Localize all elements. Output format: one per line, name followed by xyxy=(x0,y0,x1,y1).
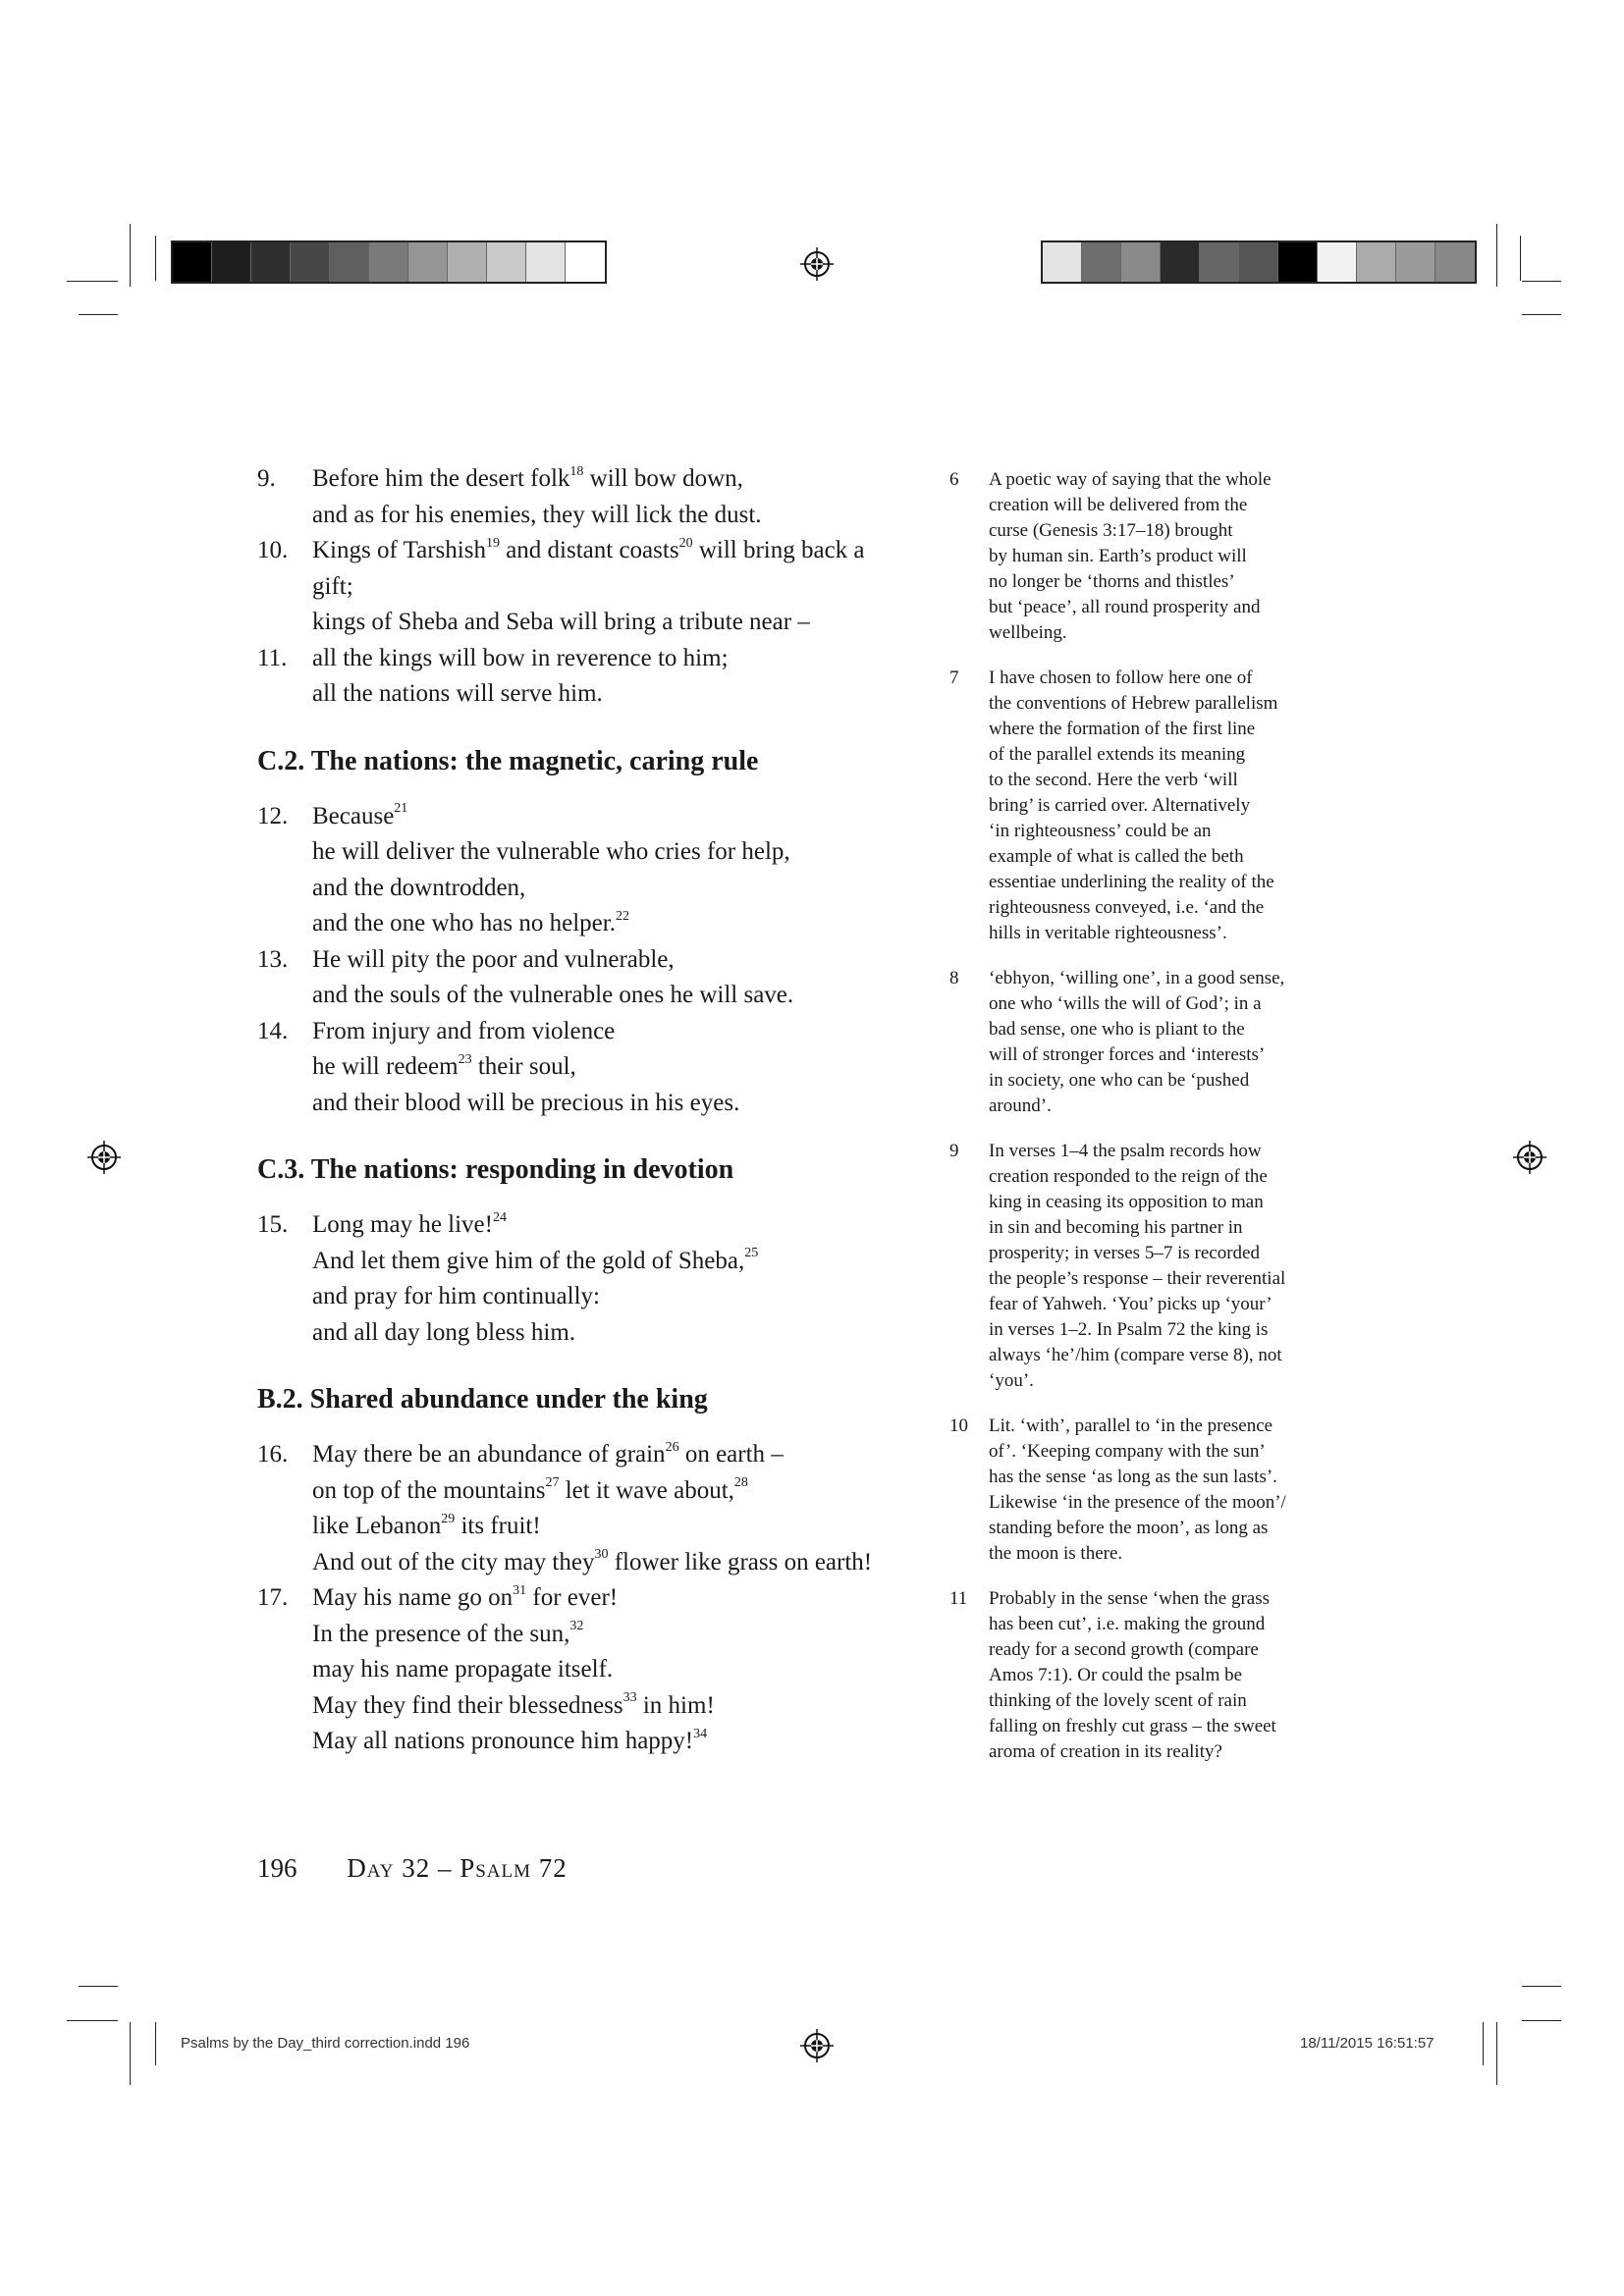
footnote-ref: 18 xyxy=(569,463,584,479)
verse-line xyxy=(312,1315,905,1352)
footnote xyxy=(949,1586,1323,1765)
footnote-ref: 32 xyxy=(569,1619,584,1634)
footnote-ref: 22 xyxy=(615,908,629,924)
color-bar-left xyxy=(171,240,607,284)
verse-text: in him! xyxy=(636,1691,715,1719)
footnote-ref: 20 xyxy=(678,535,693,551)
crop-mark xyxy=(155,2022,156,2065)
crop-mark xyxy=(79,1986,118,1987)
color-swatch xyxy=(212,242,251,282)
verse-text: may his name propagate itself. xyxy=(312,1656,614,1682)
footnote-ref: 26 xyxy=(665,1439,679,1455)
verse-line xyxy=(312,569,905,606)
crop-mark xyxy=(130,2022,131,2085)
crop-mark xyxy=(1522,281,1561,282)
verse-line xyxy=(312,1207,905,1244)
verse-line xyxy=(312,978,905,1014)
footnote-line: Amos 7:1). Or could the psalm be xyxy=(989,1665,1243,1685)
footnote-line: the conventions of Hebrew parallelism xyxy=(989,693,1278,714)
verse-line xyxy=(312,498,905,534)
verse-text: May there be an abundance of grain xyxy=(312,1441,666,1468)
verse-number: 12. xyxy=(257,802,289,829)
footnote-line: righteousness conveyed, i.e. ‘and the xyxy=(989,897,1265,918)
footnote-ref: 24 xyxy=(492,1209,507,1225)
footnote-number: 9 xyxy=(949,1141,959,1161)
verse-text: flower like grass on earth! xyxy=(608,1548,873,1575)
slug-datetime: 18/11/2015 16:51:57 xyxy=(1300,2035,1435,2052)
crop-mark xyxy=(67,2020,118,2021)
footnote-line: creation responded to the reign of the xyxy=(989,1166,1268,1187)
verse-line xyxy=(312,942,905,979)
verse-text: May all nations pronounce him happy! xyxy=(312,1728,694,1754)
verse-line xyxy=(312,461,905,498)
verse-number: 16. xyxy=(257,1441,289,1468)
running-footer xyxy=(257,1853,568,1884)
footnote-ref: 34 xyxy=(693,1726,708,1741)
color-swatch xyxy=(566,242,605,282)
verse-text: Kings of Tarshish xyxy=(312,537,486,563)
footnote-line: wellbeing. xyxy=(989,622,1067,643)
footnote-ref: 19 xyxy=(485,535,500,551)
verse xyxy=(257,799,905,942)
color-swatch xyxy=(330,242,369,282)
footnote-line: A poetic way of saying that the whole xyxy=(989,469,1272,490)
verse-line xyxy=(312,1509,905,1545)
crop-mark xyxy=(79,314,118,315)
color-swatch xyxy=(448,242,487,282)
crop-mark xyxy=(1496,224,1497,287)
verse-text: and their blood will be precious in his eyes. xyxy=(312,1089,740,1116)
color-swatch xyxy=(1200,242,1239,282)
verse-group xyxy=(257,1207,905,1351)
verse-text: all the kings will bow in reverence to him; xyxy=(312,644,729,671)
footnote-ref: 27 xyxy=(545,1475,560,1491)
verse-text: and all day long bless him. xyxy=(312,1318,576,1346)
verse-text: he will redeem xyxy=(312,1053,459,1080)
verse-text: their soul, xyxy=(471,1053,576,1080)
footnote-line: to the second. Here the verb ‘will xyxy=(989,770,1238,790)
footnote-line: has the sense ‘as long as the sun lasts’. xyxy=(989,1467,1277,1487)
crop-mark xyxy=(1522,314,1561,315)
verse-text: will bow down, xyxy=(583,465,743,492)
color-swatch xyxy=(1435,242,1475,282)
verse-line xyxy=(312,906,905,942)
verse-text: its fruit! xyxy=(455,1513,541,1539)
verse-text: Long may he live! xyxy=(312,1211,493,1238)
verse-text: on earth – xyxy=(678,1441,784,1468)
footnote-line: creation will be delivered from the xyxy=(989,495,1248,515)
color-swatch xyxy=(1239,242,1278,282)
footnote-line: curse (Genesis 3:17–18) brought xyxy=(989,520,1233,541)
color-swatch xyxy=(1043,242,1082,282)
footnotes xyxy=(949,467,1323,1785)
footnote-line: but ‘peace’, all round prosperity and xyxy=(989,597,1261,617)
verse-text: Before him the desert folk xyxy=(312,465,570,492)
verse-number: 17. xyxy=(257,1584,289,1611)
verse-line xyxy=(312,1617,905,1653)
footnote-number: 6 xyxy=(949,469,959,490)
crop-mark xyxy=(1483,2022,1484,2065)
footnote-line: where the formation of the first line xyxy=(989,719,1256,739)
footnote-line: In verses 1–4 the psalm records how xyxy=(989,1141,1262,1161)
color-swatch xyxy=(291,242,330,282)
verse-text: like Lebanon xyxy=(312,1513,442,1539)
crop-mark xyxy=(1522,1986,1561,1987)
verse-number: 11. xyxy=(257,644,288,671)
footnote xyxy=(949,1414,1323,1567)
crop-mark xyxy=(130,224,131,287)
footnote-line: the moon is there. xyxy=(989,1543,1123,1564)
color-swatch xyxy=(1121,242,1161,282)
verse-text: From injury and from violence xyxy=(312,1017,616,1044)
footnote-line: will of stronger forces and ‘interests’ xyxy=(989,1044,1266,1065)
footnote-line: always ‘he’/him (compare verse 8), not xyxy=(989,1345,1282,1365)
verse-text: Because xyxy=(312,802,395,829)
verse-line xyxy=(312,533,905,569)
footnote-line: ready for a second growth (compare xyxy=(989,1639,1259,1660)
footnote-line: prosperity; in verses 5–7 is recorded xyxy=(989,1243,1260,1263)
verse-text: He will pity the poor and vulnerable, xyxy=(312,945,675,973)
verse-line xyxy=(312,1014,905,1050)
verse xyxy=(257,942,905,1014)
footnote-line: Likewise ‘in the presence of the moon’/ xyxy=(989,1492,1286,1513)
verse-line xyxy=(312,1279,905,1315)
footnote-line: I have chosen to follow here one of xyxy=(989,667,1253,688)
verse-text: May they find their blessedness xyxy=(312,1691,623,1719)
verse-text: and pray for him continually: xyxy=(312,1283,600,1309)
verse xyxy=(257,1014,905,1122)
verse-text: and the souls of the vulnerable ones he will save. xyxy=(312,982,794,1008)
footnote-line: of the parallel extends its meaning xyxy=(989,744,1246,765)
color-swatch xyxy=(1357,242,1396,282)
footnote-ref: 23 xyxy=(458,1051,472,1067)
footnote-ref: 28 xyxy=(733,1475,748,1491)
footnote-line: in verses 1–2. In Psalm 72 the king is xyxy=(989,1319,1269,1340)
verse-text: on top of the mountains xyxy=(312,1476,546,1504)
footnote xyxy=(949,1139,1323,1394)
color-swatch xyxy=(408,242,448,282)
verse xyxy=(257,533,905,641)
footnote-line: bad sense, one who is pliant to the xyxy=(989,1019,1245,1040)
color-swatch xyxy=(369,242,408,282)
verse-line xyxy=(312,1545,905,1581)
footnote-line: by human sin. Earth’s product will xyxy=(989,546,1247,566)
section-heading: C.3. The nations: responding in devotion xyxy=(257,1154,734,1185)
footnote-line: one who ‘wills the will of God’; in a xyxy=(989,993,1262,1014)
verse-text: And let them give him of the gold of Sheba, xyxy=(312,1247,745,1274)
verse-line xyxy=(312,605,905,641)
verse-line xyxy=(312,1244,905,1280)
footnote xyxy=(949,467,1323,646)
color-swatch xyxy=(173,242,212,282)
verse-text: gift; xyxy=(312,572,353,600)
footnote-line: thinking of the lovely scent of rain xyxy=(989,1690,1247,1711)
verse-line xyxy=(312,641,905,677)
crop-mark xyxy=(1522,2020,1561,2021)
verse-number: 15. xyxy=(257,1211,289,1238)
footnote-number: 10 xyxy=(949,1415,968,1436)
color-bar-right xyxy=(1041,240,1477,284)
registration-mark-icon xyxy=(800,247,834,281)
footnote-ref: 21 xyxy=(394,801,408,817)
color-swatch xyxy=(1318,242,1357,282)
verse-line xyxy=(312,1688,905,1725)
registration-mark-icon xyxy=(800,2029,834,2062)
footnote-number: 7 xyxy=(949,667,959,688)
verse-number: 13. xyxy=(257,945,289,973)
verse-text: and the one who has no helper. xyxy=(312,910,616,936)
verse-text: will bring back a xyxy=(692,537,865,563)
footnote-line: aroma of creation in its reality? xyxy=(989,1741,1222,1762)
footnote-line: in society, one who can be ‘pushed xyxy=(989,1070,1250,1091)
footnote-line: around’. xyxy=(989,1095,1052,1116)
footnote-line: ‘in righteousness’ could be an xyxy=(989,821,1212,841)
footnote-line: Probably in the sense ‘when the grass xyxy=(989,1588,1270,1609)
verse-number: 10. xyxy=(257,537,289,563)
color-swatch xyxy=(251,242,291,282)
section-heading: B.2. Shared abundance under the king xyxy=(257,1384,708,1415)
verse xyxy=(257,461,905,533)
verse-text: kings of Sheba and Seba will bring a tribute near – xyxy=(312,609,810,635)
verse-line xyxy=(312,1652,905,1688)
color-swatch xyxy=(526,242,566,282)
verse-line xyxy=(312,1724,905,1760)
footnote-number: 11 xyxy=(949,1588,968,1609)
verse-text: And out of the city may they xyxy=(312,1548,595,1575)
footnote-ref: 33 xyxy=(623,1690,637,1706)
verse-text: and the downtrodden, xyxy=(312,874,526,901)
verse-text: In the presence of the sun, xyxy=(312,1620,570,1647)
footnote xyxy=(949,966,1323,1119)
verse-line xyxy=(312,1473,905,1510)
footnote-line: ‘ebhyon, ‘willing one’, in a good sense, xyxy=(989,968,1285,988)
verse xyxy=(257,641,905,713)
crop-mark xyxy=(1520,236,1521,281)
footnote-ref: 31 xyxy=(513,1582,527,1598)
footnote-number: 8 xyxy=(949,968,959,988)
page-number: 196 xyxy=(257,1853,298,1883)
footnote-line: hills in veritable righteousness’. xyxy=(989,923,1227,943)
footnote-line: Lit. ‘with’, parallel to ‘in the presence xyxy=(989,1415,1273,1436)
verse-line xyxy=(312,799,905,835)
psalm-text xyxy=(257,461,905,1760)
footnote-line: the people’s response – their reverential xyxy=(989,1268,1286,1289)
crop-mark xyxy=(155,236,156,281)
registration-mark-icon xyxy=(1513,1141,1546,1174)
verse-line xyxy=(312,1049,905,1086)
footnote-line: no longer be ‘thorns and thistles’ xyxy=(989,571,1235,592)
verse-group xyxy=(257,461,905,713)
verse-text: he will deliver the vulnerable who cries for help, xyxy=(312,838,790,865)
running-title: Day 32 – Psalm 72 xyxy=(347,1853,568,1883)
verse xyxy=(257,1207,905,1351)
footnote-line: of’. ‘Keeping company with the sun’ xyxy=(989,1441,1266,1462)
color-swatch xyxy=(1278,242,1318,282)
verse xyxy=(257,1437,905,1580)
footnote-ref: 29 xyxy=(441,1511,456,1526)
verse-text: let it wave about, xyxy=(559,1476,734,1504)
footnote xyxy=(949,666,1323,946)
verse-line xyxy=(312,871,905,907)
footnote-line: has been cut’, i.e. making the ground xyxy=(989,1614,1266,1634)
verse-line xyxy=(312,1086,905,1122)
verse-text: for ever! xyxy=(526,1584,619,1611)
footnote-ref: 25 xyxy=(744,1246,759,1261)
footnote-line: bring’ is carried over. Alternatively xyxy=(989,795,1251,816)
verse-number: 14. xyxy=(257,1017,289,1044)
footnote-line: example of what is called the beth xyxy=(989,846,1244,867)
verse-text: and distant coasts xyxy=(499,537,679,563)
verse-text: and as for his enemies, they will lick the dust. xyxy=(312,501,762,528)
verse-group xyxy=(257,1437,905,1760)
verse-group xyxy=(257,799,905,1122)
color-swatch xyxy=(1161,242,1200,282)
footnote-line: ‘you’. xyxy=(989,1370,1034,1391)
color-swatch xyxy=(1396,242,1435,282)
verse-text: all the nations will serve him. xyxy=(312,680,603,707)
footnote-line: fear of Yahweh. ‘You’ picks up ‘your’ xyxy=(989,1294,1272,1314)
color-swatch xyxy=(487,242,526,282)
crop-mark xyxy=(67,281,118,282)
verse-number: 9. xyxy=(257,465,276,492)
verse-line xyxy=(312,1580,905,1617)
slug-filename: Psalms by the Day_third correction.indd 196 xyxy=(181,2035,470,2052)
footnote-ref: 30 xyxy=(594,1547,609,1563)
verse xyxy=(257,1580,905,1760)
crop-mark xyxy=(1496,2022,1497,2085)
verse-line xyxy=(312,676,905,713)
footnote-line: standing before the moon’, as long as xyxy=(989,1518,1269,1538)
footnote-line: king in ceasing its opposition to man xyxy=(989,1192,1264,1212)
verse-text: May his name go on xyxy=(312,1584,514,1611)
verse-line xyxy=(312,1437,905,1473)
color-swatch xyxy=(1082,242,1121,282)
registration-mark-icon xyxy=(87,1141,121,1174)
footnote-line: in sin and becoming his partner in xyxy=(989,1217,1243,1238)
footnote-line: falling on freshly cut grass – the sweet xyxy=(989,1716,1276,1736)
footnote-line: essentiae underlining the reality of the xyxy=(989,872,1274,892)
verse-line xyxy=(312,834,905,871)
section-heading: C.2. The nations: the magnetic, caring rule xyxy=(257,745,759,776)
